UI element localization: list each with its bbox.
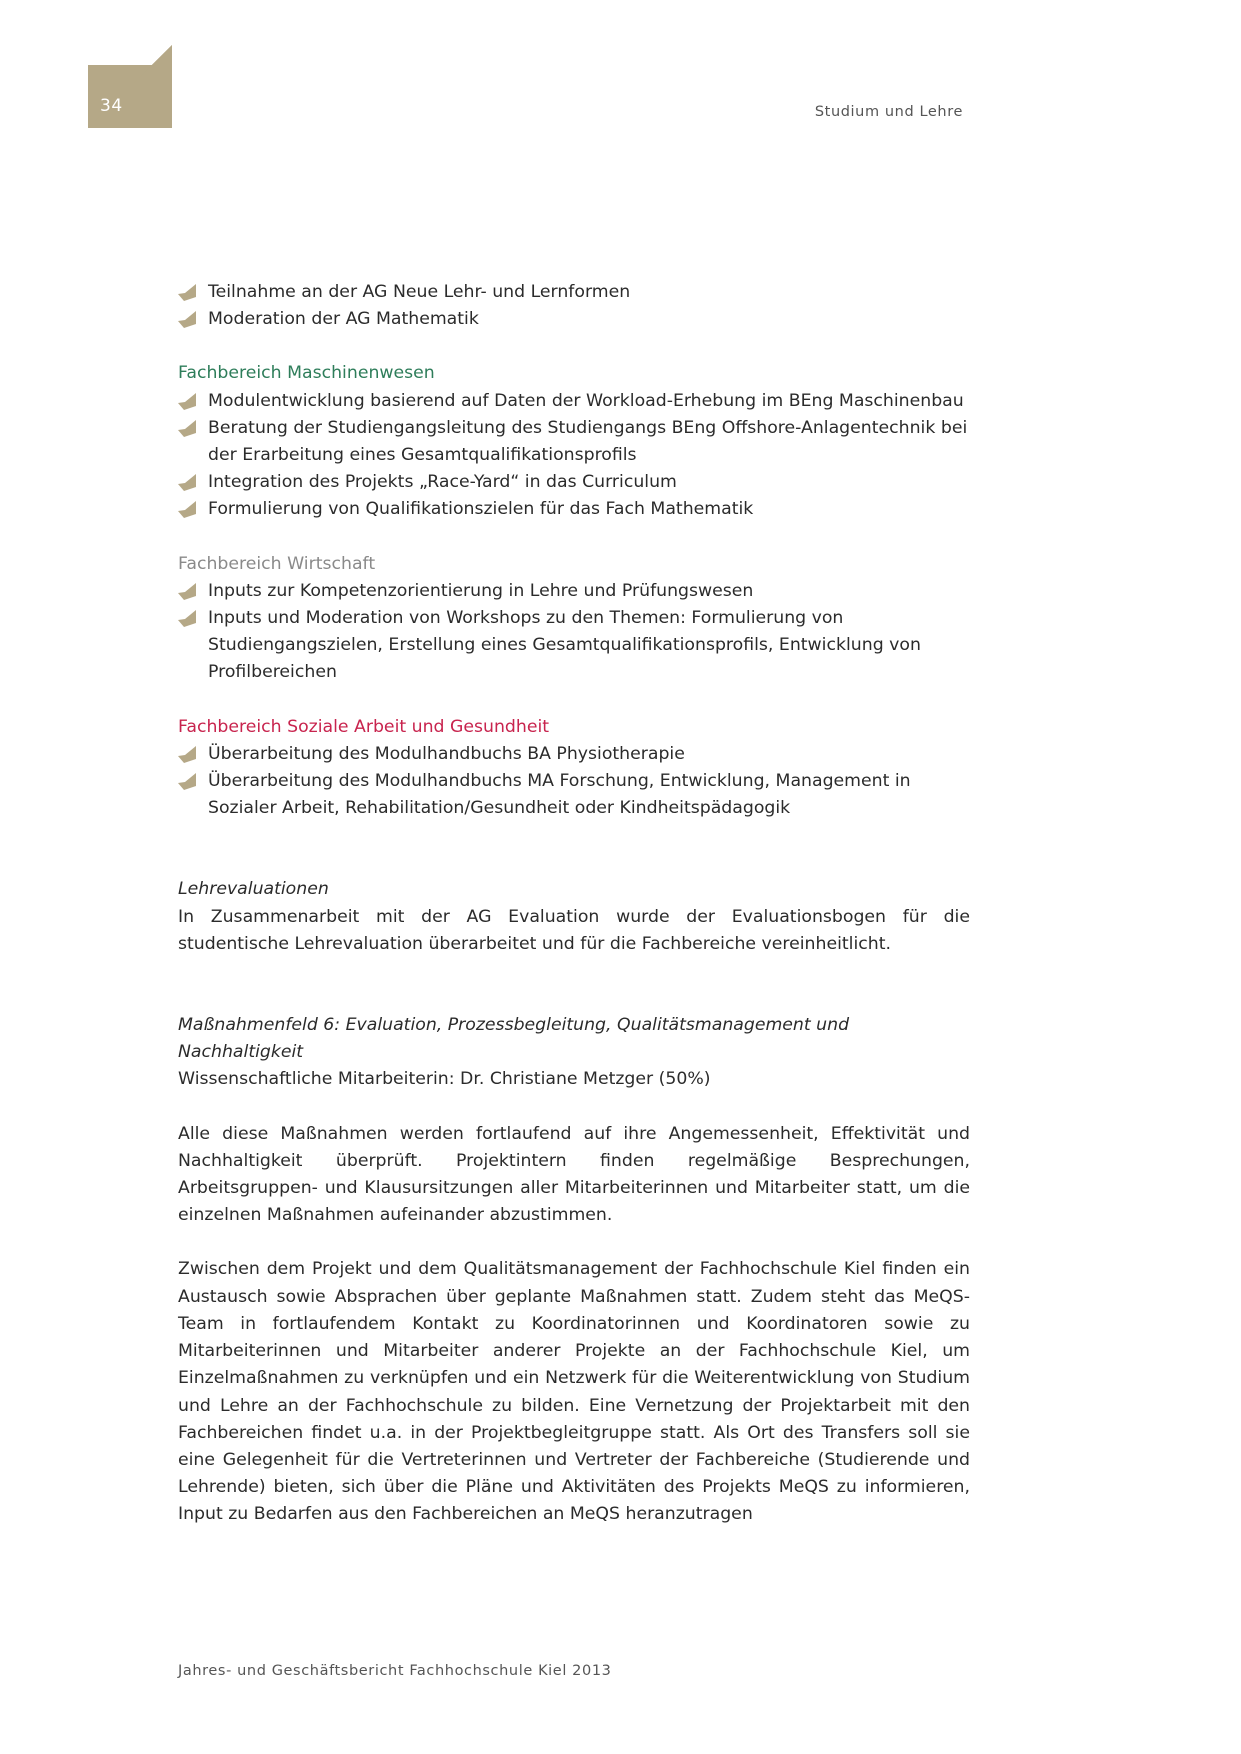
list-item: Integration des Projekts „Race-Yard“ in das Curriculum bbox=[178, 469, 970, 496]
paragraph: In Zusammenarbeit mit der AG Evaluation wurde der Evaluationsbogen für die studentische Lehrevaluation überarbeitet und für die Fachbereiche vereinheitlicht. bbox=[178, 906, 970, 954]
main-content bbox=[178, 279, 970, 1529]
check-arrow-icon bbox=[178, 393, 196, 410]
section-heading: Fachbereich Wirtschaft bbox=[178, 553, 376, 574]
list-item: Moderation der AG Mathematik bbox=[178, 306, 970, 333]
section-list bbox=[178, 388, 970, 524]
check-arrow-icon bbox=[178, 420, 196, 437]
subsection-title: Lehrevaluationen bbox=[178, 879, 329, 900]
check-arrow-icon bbox=[178, 474, 196, 491]
section-heading: Fachbereich Maschinenwesen bbox=[178, 363, 435, 384]
list-item: Überarbeitung des Modulhandbuchs BA Physiotherapie bbox=[178, 741, 970, 768]
list-item: Formulierung von Qualifikationszielen für das Fach Mathematik bbox=[178, 496, 970, 523]
section-list bbox=[178, 741, 970, 823]
check-arrow-icon bbox=[178, 746, 196, 763]
staff-line: Wissenschaftliche Mitarbeiterin: Dr. Christiane Metzger (50%) bbox=[178, 1069, 711, 1090]
list-item: Beratung der Studiengangsleitung des Studiengangs BEng Offshore-Anlagentechnik bei der Erarbeitung eines Gesamtqualifikationsprofils bbox=[178, 415, 970, 469]
page-number: 34 bbox=[100, 96, 123, 116]
list-item: Teilnahme an der AG Neue Lehr- und Lernformen bbox=[178, 279, 970, 306]
subsection-title: Maßnahmenfeld 6: Evaluation, Prozessbegleitung, Qualitätsmanagement und Nachhaltigkeit bbox=[178, 1015, 850, 1063]
check-arrow-icon bbox=[178, 583, 196, 600]
list-item: Inputs zur Kompetenzorientierung in Lehre und Prüfungswesen bbox=[178, 578, 970, 605]
section-heading: Fachbereich Soziale Arbeit und Gesundheit bbox=[178, 716, 550, 737]
list-item: Inputs und Moderation von Workshops zu den Themen: Formulierung von Studiengangszielen, Erstellung eines Gesamtqualifikationsprofils, Entwicklung von Profilbereichen bbox=[178, 605, 970, 687]
footer: Jahres- und Geschäftsbericht Fachhochschule Kiel 2013 bbox=[178, 1663, 612, 1679]
check-arrow-icon bbox=[178, 284, 196, 301]
check-arrow-icon bbox=[178, 773, 196, 790]
paragraph: Alle diese Maßnahmen werden fortlaufend auf ihre Angemessenheit, Effektivität und Nachhaltigkeit überprüft. Projektintern finden regelmäßige Besprechungen, Arbeitsgruppen- und Klausursitzungen aller Mitarbeiterinnen und Mitarbeiter statt, um die einzelnen Maßnahmen aufeinander abzustimmen. bbox=[178, 1123, 970, 1226]
intro-list bbox=[178, 279, 970, 333]
check-arrow-icon bbox=[178, 610, 196, 627]
section-list bbox=[178, 578, 970, 687]
list-item: Überarbeitung des Modulhandbuchs MA Forschung, Entwicklung, Management in Sozialer Arbeit, Rehabilitation/Gesundheit oder Kindheitspädagogik bbox=[178, 768, 970, 822]
check-arrow-icon bbox=[178, 501, 196, 518]
check-arrow-icon bbox=[178, 311, 196, 328]
list-item: Modulentwicklung basierend auf Daten der Workload-Erhebung im BEng Maschinenbau bbox=[178, 388, 970, 415]
paragraph: Zwischen dem Projekt und dem Qualitätsmanagement der Fachhochschule Kiel finden ein Austausch sowie Absprachen über geplante Maßnahmen statt. Zudem steht das MeQS-Team in fortlaufendem Kontakt zu Koordinatorinnen und Koordinatoren sowie zu Mitarbeiterinnen und Mitarbeiter anderer Projekte an der Fachhochschule Kiel, um Einzelmaßnahmen zu verknüpfen und ein Netzwerk für die Weiterentwicklung von Studium und Lehre an der Fachhochschule zu bilden. Eine Vernetzung der Projektarbeit mit den Fachbereichen findet u.a. in der Projektbegleitgruppe statt. Als Ort des Transfers soll sie eine Gelegenheit für die Vertreterinnen und Vertreter der Fachbereiche (Studierende und Lehrende) bieten, sich über die Pläne und Aktivitäten des Projekts MeQS zu informieren, Input zu Bedarfen aus den Fachbereichen an MeQS heranzutragen bbox=[178, 1259, 970, 1525]
running-head: Studium und Lehre bbox=[814, 104, 963, 120]
